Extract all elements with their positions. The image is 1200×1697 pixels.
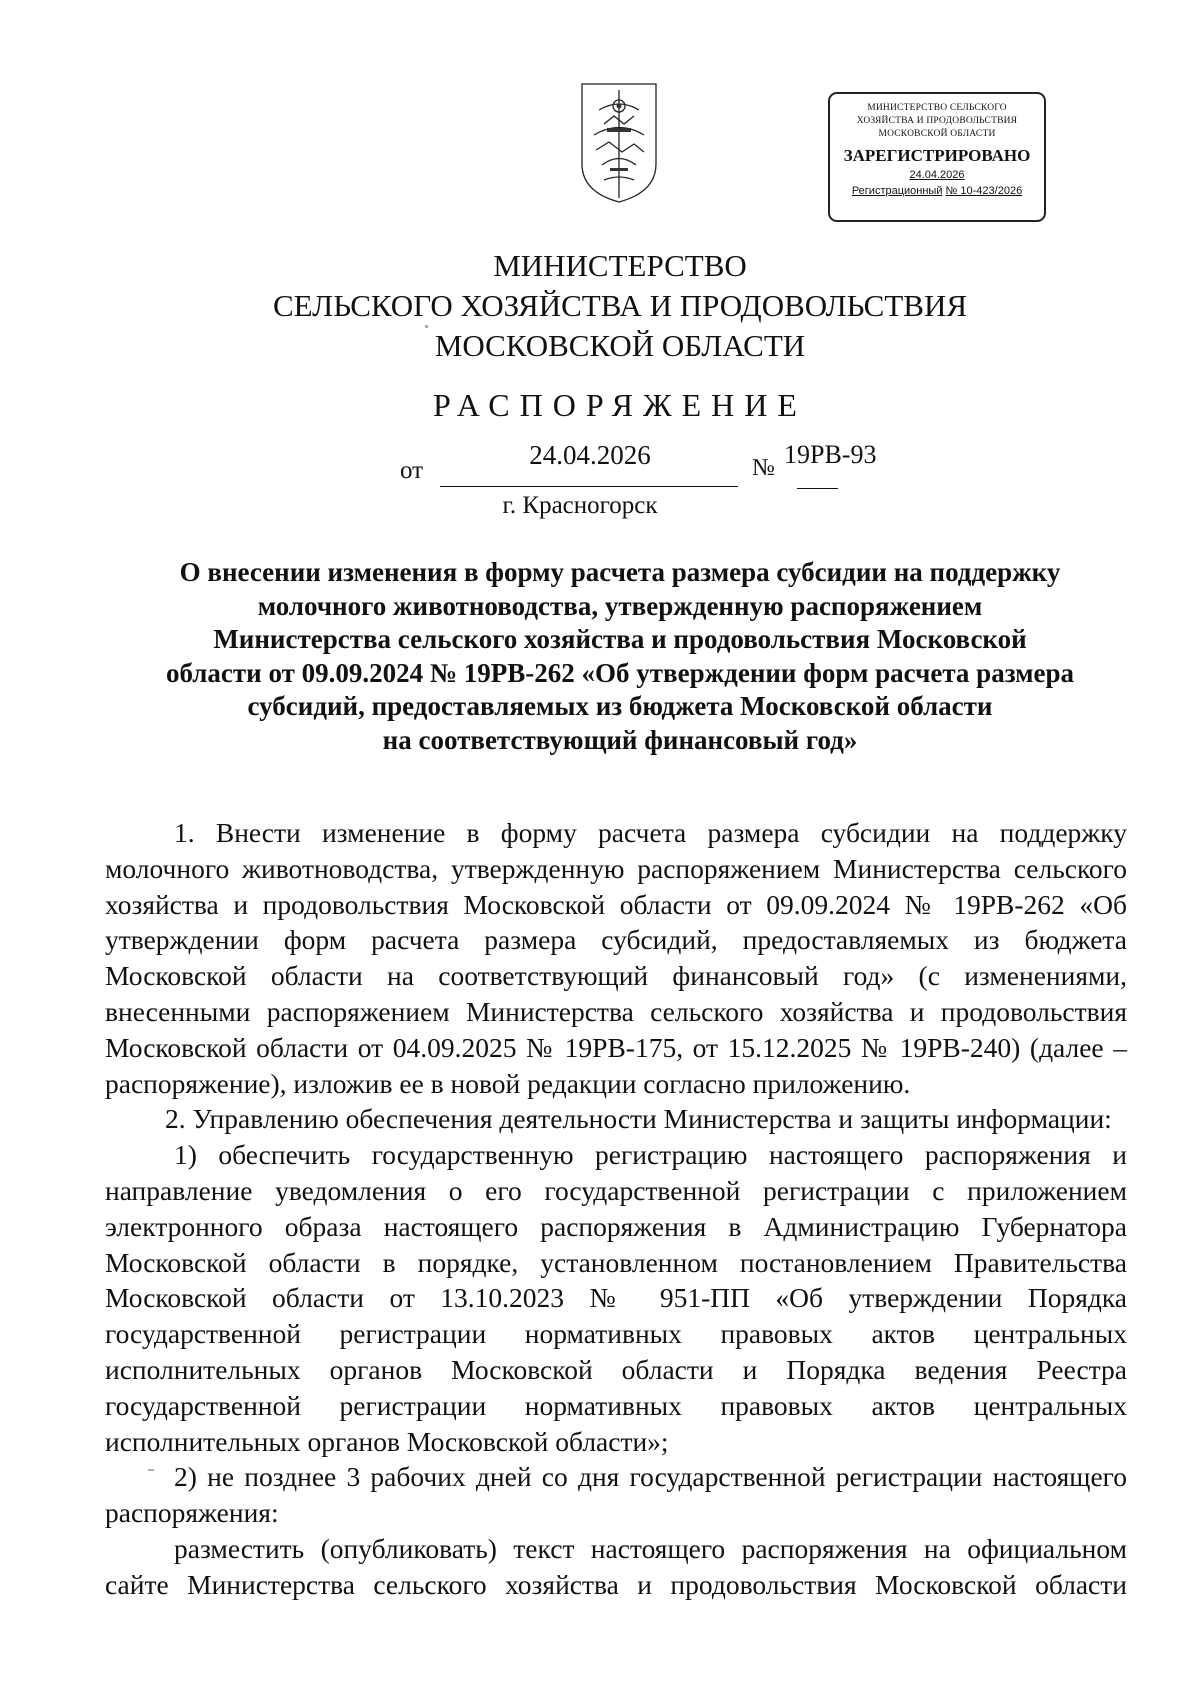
number-sign: №: [752, 455, 775, 481]
stamp-org-line: МИНИСТЕРСТВО СЕЛЬСКОГО: [867, 103, 1007, 113]
stamp-org-line: ХОЗЯЙСТВА И ПРОДОВОЛЬСТВИЯ: [856, 116, 1018, 126]
paragraph-2-item-2-text: разместить (опубликовать) текст настоящего распоряжения на официальном сайте Министерства сельского хозяйства и продовольствия Московской области: [105, 1532, 1127, 1600]
document-type-title: РАСПОРЯЖЕНИЕ: [433, 387, 807, 423]
scan-artifact: [148, 1469, 154, 1471]
subject-line: О внесении изменения в форму расчета размера субсидии на поддержку: [179, 557, 1061, 587]
stamp-reg-label: Регистрационный: [851, 185, 943, 197]
from-label: от: [400, 457, 424, 484]
paragraph-2: 2. Управлению обеспечения деятельности Министерства и защиты информации:: [165, 1103, 1112, 1135]
subject-line: Министерства сельского хозяйства и продовольствия Московской: [213, 624, 1027, 655]
org-name-line: МИНИСТЕРСТВО: [493, 248, 747, 283]
scan-artifact: [425, 325, 428, 328]
stamp-reg-number: № 10-423/2026: [945, 185, 1023, 197]
org-name-line: СЕЛЬСКОГО ХОЗЯЙСТВА И ПРОДОВОЛЬСТВИЯ: [272, 288, 968, 323]
document-city: г. Красногорск: [502, 492, 658, 519]
document-subject: [100, 556, 1140, 758]
stamp-status: ЗАРЕГИСТРИРОВАНО: [843, 146, 1031, 165]
stamp-date: 24.04.2026: [909, 169, 965, 181]
org-name-line: МОСКОВСКОЙ ОБЛАСТИ: [434, 328, 806, 363]
number-underline: [797, 488, 838, 489]
date-underline: [440, 486, 738, 487]
document-date: 24.04.2026: [529, 440, 651, 470]
paragraph-2-item-1: 1) обеспечить государственную регистрацию настоящего распоряжения и направление уведомления о его государственной регистрации с приложением электронного образа настоящего распоряжения в Администрацию Губернатора Московской области в порядке, установленном постановлением Правительства Московской области от 13.10.2023 № 951-ПП «Об утверждении Порядка государственной регистрации нормативных правовых актов центральных исполнительных органов Московской области и Порядка ведения Реестра государственной регистрации нормативных правовых актов центральных исполнительных органов Московской области»;: [105, 1139, 1127, 1457]
subject-line: субсидий, предоставляемых из бюджета Московской области: [247, 691, 993, 722]
stamp-org-line: МОСКОВСКОЙ ОБЛАСТИ: [878, 129, 996, 139]
registration-stamp: [828, 92, 1046, 222]
paragraph-2-item-2: 2) не позднее 3 рабочих дней со дня государственной регистрации настоящего распоряжения:: [105, 1461, 1127, 1529]
subject-line: на соответствующий финансовый год»: [382, 724, 858, 755]
moscow-region-coat-of-arms-icon: [574, 80, 664, 206]
stamp-registration-number: [836, 183, 1038, 199]
subject-line: молочного животноводства, утвержденную распоряжением: [257, 590, 983, 621]
subject-line: области от 09.09.2024 № 19РВ-262 «Об утверждении форм расчета размера: [165, 657, 1075, 688]
paragraph-1: 1. Внести изменение в форму расчета размера субсидии на поддержку молочного животноводства, утвержденную распоряжением Министерства сельского хозяйства и продовольствия Московской области от 09.09.2024 № 19РВ-262 «Об утверждении форм расчета размера субсидий, предоставляемых из бюджета Московской области на соответствующий финансовый год» (с изменениями, внесенными распоряжением Министерства сельского хозяйства и продовольствия Московской области от 04.09.2025 № 19РВ-175, от 15.12.2025 № 19РВ-240) (далее – распоряжение), изложив ее в новой редакции согласно приложению.: [105, 817, 1127, 1099]
document-body: [105, 815, 1127, 1603]
document-number: 19РВ-93: [784, 440, 877, 469]
